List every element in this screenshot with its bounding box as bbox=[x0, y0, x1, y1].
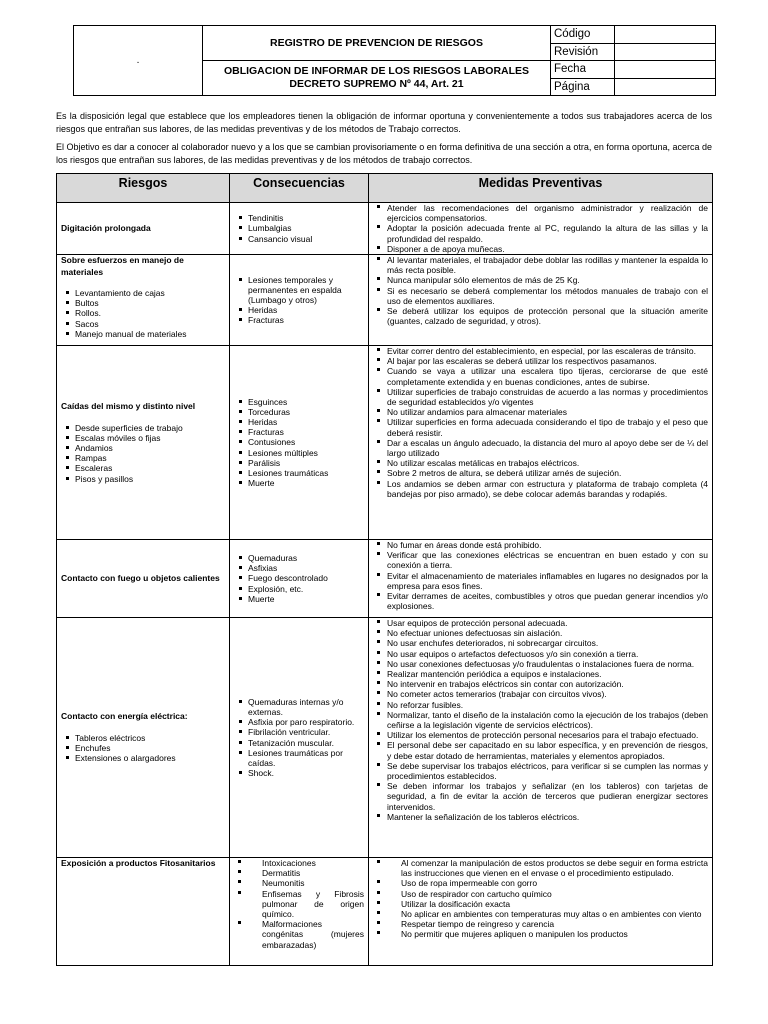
list-item: Tendinitis bbox=[234, 213, 364, 223]
consequences-cell bbox=[230, 255, 369, 346]
subtitle-line-1: OBLIGACION DE INFORMAR DE LOS RIESGOS LABORALES bbox=[223, 65, 530, 77]
list-item: Lesiones múltiples bbox=[234, 448, 364, 458]
list-item: Utilizar la dosificación exacta bbox=[373, 899, 708, 909]
list-item: Cansancio visual bbox=[234, 234, 364, 244]
list-item: Dermatitis bbox=[234, 868, 364, 878]
list-item: No permitir que mujeres apliquen o manipulen los productos bbox=[373, 929, 708, 939]
list-item: Utilizar superficies de trabajo construidas de acuerdo a las normas y procedimientos de seguridad establecidos y/o vigentes bbox=[373, 387, 708, 407]
list-item: Bultos bbox=[61, 298, 225, 308]
list-item: No efectuar uniones defectuosas sin aislación. bbox=[373, 628, 708, 638]
list-item: Tableros eléctricos bbox=[61, 733, 225, 743]
list-item: Torceduras bbox=[234, 407, 364, 417]
list-item: Fracturas bbox=[234, 427, 364, 437]
list-item: Evitar correr dentro del establecimiento, en especial, por las escaleras de tránsito. bbox=[373, 346, 708, 356]
consequences-cell bbox=[230, 618, 369, 858]
measures-cell bbox=[369, 858, 713, 966]
list-item: No cometer actos temerarios (trabajar con circuitos vivos). bbox=[373, 689, 708, 699]
table-row bbox=[57, 203, 713, 255]
risk-title: Sobre esfuerzos en manejo de materiales bbox=[61, 255, 184, 277]
list-item: Malformaciones congénitas (mujeres embarazadas) bbox=[234, 919, 364, 950]
list-item: Extensiones o alargadores bbox=[61, 753, 225, 763]
document-title: REGISTRO DE PREVENCION DE RIESGOS bbox=[203, 26, 550, 61]
measures-cell bbox=[369, 255, 713, 346]
list-item: Quemaduras bbox=[234, 553, 364, 563]
list-item: Contusiones bbox=[234, 437, 364, 447]
risk-cell bbox=[57, 203, 230, 255]
list-item: No intervenir en trabajos eléctricos sin contar con autorización. bbox=[373, 679, 708, 689]
list-item: Atender las recomendaciones del organismo administrador y realización de ejercicios compensatorios. bbox=[373, 203, 708, 223]
list-item: Evitar el almacenamiento de materiales inflamables en lugares no designados por la empresa para esos fines. bbox=[373, 571, 708, 591]
list-item: Al bajar por las escaleras se deberá utilizar los respectivos pasamanos. bbox=[373, 356, 708, 366]
list-item: Rampas bbox=[61, 453, 225, 463]
list-item: Normalizar, tanto el diseño de la instalación como la ejecución de los trabajos (deben ceñirse a la legislación vigente de servicios eléctricos). bbox=[373, 710, 708, 730]
intro-paragraph-1: Es la disposición legal que establece que los empleadores tienen la obligación de informar oportuna y convenientemente a todos sus trabajadores acerca de los riesgos que entrañan sus labores, de las medidas preventivas y de los métodos de Trabajo correctos. bbox=[56, 111, 712, 134]
list-item: Usar equipos de protección personal adecuada. bbox=[373, 618, 708, 628]
list-item: El personal debe ser capacitado en su labor específica, y en prevención de riesgos, y debe estar dotado de herramientas, materiales y elementos apropiados. bbox=[373, 740, 708, 760]
consequences-cell bbox=[230, 346, 369, 540]
document-subtitle bbox=[203, 61, 550, 95]
list-item: Heridas bbox=[234, 417, 364, 427]
table-row bbox=[57, 618, 713, 858]
list-item: Pisos y pasillos bbox=[61, 474, 225, 484]
list-item: Se debe supervisar los trabajos eléctricos, para verificar si se cumplen las normas y procedimientos establecidos. bbox=[373, 761, 708, 781]
header-riesgos: Riesgos bbox=[57, 174, 230, 203]
list-item: Uso de ropa impermeable con gorro bbox=[373, 878, 708, 888]
table-row bbox=[57, 346, 713, 540]
list-item: Uso de respirador con cartucho químico bbox=[373, 889, 708, 899]
risk-title: Caídas del mismo y distinto nivel bbox=[61, 401, 196, 412]
header-medidas: Medidas Preventivas bbox=[369, 174, 713, 203]
list-item: No utilizar andamios para almacenar materiales bbox=[373, 407, 708, 417]
list-item: Dar a escalas un ángulo adecuado, la distancia del muro al apoyo debe ser de ¼ del largo utilizado bbox=[373, 438, 708, 458]
list-item: Escaleras bbox=[61, 463, 225, 473]
field-label-codigo: Código bbox=[551, 26, 615, 44]
list-item: Mantener la señalización de los tableros eléctricos. bbox=[373, 812, 708, 822]
field-label-fecha: Fecha bbox=[551, 61, 615, 79]
risk-title: Contacto con energía eléctrica: bbox=[61, 711, 188, 722]
consequences-cell bbox=[230, 540, 369, 618]
risk-cell bbox=[57, 255, 230, 346]
header-logo-cell: . bbox=[74, 26, 203, 96]
list-item: Manejo manual de materiales bbox=[61, 329, 225, 339]
field-label-pagina: Página bbox=[551, 78, 615, 96]
list-item: Utilizar superficies en forma adecuada considerando el tipo de trabajo y el peso que deberá resistir. bbox=[373, 417, 708, 437]
list-item: Quemaduras internas y/o externas. bbox=[234, 697, 364, 717]
list-item: Enfisemas y Fibrosis pulmonar de origen químico. bbox=[234, 889, 364, 920]
list-item: Asfixia por paro respiratorio. bbox=[234, 717, 364, 727]
list-item: Tetanización muscular. bbox=[234, 738, 364, 748]
list-item: Sobre 2 metros de altura, se deberá utilizar arnés de sujeción. bbox=[373, 468, 708, 478]
list-item: No usar conexiones defectuosas y/o fraudulentas o instalaciones fuera de norma. bbox=[373, 659, 708, 669]
risk-table bbox=[56, 173, 713, 966]
list-item: Asfixias bbox=[234, 563, 364, 573]
list-item: Lesiones traumáticas por caídas. bbox=[234, 748, 364, 768]
list-item: Fibrilación ventricular. bbox=[234, 727, 364, 737]
list-item: Fuego descontrolado bbox=[234, 573, 364, 583]
risk-title: Exposición a productos Fitosanitarios bbox=[61, 858, 216, 869]
list-item: Evitar derrames de aceites, combustibles y otros que puedan generar incendios y/o explosiones. bbox=[373, 591, 708, 611]
list-item: Sacos bbox=[61, 319, 225, 329]
list-item: Verificar que las conexiones eléctricas se encuentran en buen estado y con su conexión a tierra. bbox=[373, 550, 708, 570]
list-item: Heridas bbox=[234, 305, 364, 315]
measures-cell bbox=[369, 618, 713, 858]
list-item: Muerte bbox=[234, 594, 364, 604]
consequences-cell bbox=[230, 203, 369, 255]
subtitle-line-2: DECRETO SUPREMO Nº 44, Art. 21 bbox=[289, 78, 464, 90]
list-item: Fracturas bbox=[234, 315, 364, 325]
measures-cell bbox=[369, 346, 713, 540]
list-item: Lesiones temporales y permanentes en espalda (Lumbago y otros) bbox=[234, 275, 364, 306]
consequences-cell bbox=[230, 858, 369, 966]
intro-paragraph-2: El Objetivo es dar a conocer al colaborador nuevo y a los que se cambian provisoriamente o en forma definitiva de una sección a otra, en forma oportuna, acerca de los riesgos que entrañan sus labores, de las medidas preventivas y de los métodos de trabajo correctos. bbox=[56, 142, 712, 165]
list-item: No utilizar escalas metálicas en trabajos eléctricos. bbox=[373, 458, 708, 468]
list-item: Lesiones traumáticas bbox=[234, 468, 364, 478]
list-item: Nunca manipular sólo elementos de más de 25 Kg. bbox=[373, 275, 708, 285]
list-item: Intoxicaciones bbox=[234, 858, 364, 868]
list-item: Esguinces bbox=[234, 397, 364, 407]
table-header-row bbox=[57, 174, 713, 203]
field-value-codigo bbox=[615, 26, 716, 44]
field-value-pagina bbox=[615, 78, 716, 96]
table-row bbox=[57, 255, 713, 346]
risk-cell bbox=[57, 346, 230, 540]
list-item: Adoptar la posición adecuada frente al PC, regulando la altura de las sillas y la profundidad del respaldo. bbox=[373, 223, 708, 243]
list-item: Se deben informar los trabajos y señalizar (en los tableros) con tarjetas de seguridad, a fin de evitar la acción de terceros que pudieran energizar sectores intervenidos. bbox=[373, 781, 708, 812]
list-item: Disponer a de apoya muñecas. bbox=[373, 244, 708, 254]
list-item: Al comenzar la manipulación de estos productos se debe seguir en forma estricta las instrucciones que vienen en el envase o el procedimiento estipulado. bbox=[373, 858, 708, 878]
list-item: Respetar tiempo de reingreso y carencia bbox=[373, 919, 708, 929]
list-item: Muerte bbox=[234, 478, 364, 488]
list-item: Realizar mantención periódica a equipos e instalaciones. bbox=[373, 669, 708, 679]
list-item: Rollos. bbox=[61, 308, 225, 318]
header-consecuencias: Consecuencias bbox=[230, 174, 369, 203]
field-value-revision bbox=[615, 43, 716, 61]
list-item: Levantamiento de cajas bbox=[61, 288, 225, 298]
list-item: Escalas móviles o fijas bbox=[61, 433, 225, 443]
list-item: Cuando se vaya a utilizar una escalera tipo tijeras, cerciorarse de que esté completamente extendida y en buenas condiciones, antes de subirse. bbox=[373, 366, 708, 386]
risk-cell bbox=[57, 540, 230, 618]
list-item: Andamios bbox=[61, 443, 225, 453]
list-item: Explosión, etc. bbox=[234, 584, 364, 594]
list-item: No fumar en áreas donde está prohibido. bbox=[373, 540, 708, 550]
risk-cell bbox=[57, 858, 230, 966]
risk-title: Contacto con fuego u objetos calientes bbox=[61, 572, 220, 583]
risk-cell bbox=[57, 618, 230, 858]
list-item: Neumonitis bbox=[234, 878, 364, 888]
list-item: Al levantar materiales, el trabajador debe doblar las rodillas y mantener la espalda lo más recta posible. bbox=[373, 255, 708, 275]
list-item: Lumbalgias bbox=[234, 223, 364, 233]
measures-cell bbox=[369, 540, 713, 618]
list-item: Enchufes bbox=[61, 743, 225, 753]
field-value-fecha bbox=[615, 61, 716, 79]
risk-title: Digitación prolongada bbox=[61, 222, 151, 233]
list-item: Utilizar los elementos de protección personal necesarios para el trabajo efectuado. bbox=[373, 730, 708, 740]
list-item: No usar enchufes deteriorados, ni sobrecargar circuitos. bbox=[373, 638, 708, 648]
list-item: No usar equipos o artefactos defectuosos y/o sin conexión a tierra. bbox=[373, 649, 708, 659]
table-row bbox=[57, 540, 713, 618]
field-label-revision: Revisión bbox=[551, 43, 615, 61]
measures-cell bbox=[369, 203, 713, 255]
list-item: Se deberá utilizar los equipos de protección personal que la situación amerite (guantes, calzado de seguridad, y otros). bbox=[373, 306, 708, 326]
list-item: Desde superficies de trabajo bbox=[61, 423, 225, 433]
list-item: Si es necesario se deberá complementar los métodos manuales de trabajo con el uso de elementos auxiliares. bbox=[373, 286, 708, 306]
list-item: Shock. bbox=[234, 768, 364, 778]
document-header bbox=[73, 25, 716, 96]
list-item: Parálisis bbox=[234, 458, 364, 468]
list-item: No aplicar en ambientes con temperaturas muy altas o en ambientes con viento bbox=[373, 909, 708, 919]
table-row bbox=[57, 858, 713, 966]
header-title-cell bbox=[203, 26, 551, 96]
list-item: No reforzar fusibles. bbox=[373, 700, 708, 710]
list-item: Los andamios se deben armar con estructura y plataforma de trabajo completa (4 bandejas por piso armado), se debe colocar además barandas y rodapiés. bbox=[373, 479, 708, 499]
